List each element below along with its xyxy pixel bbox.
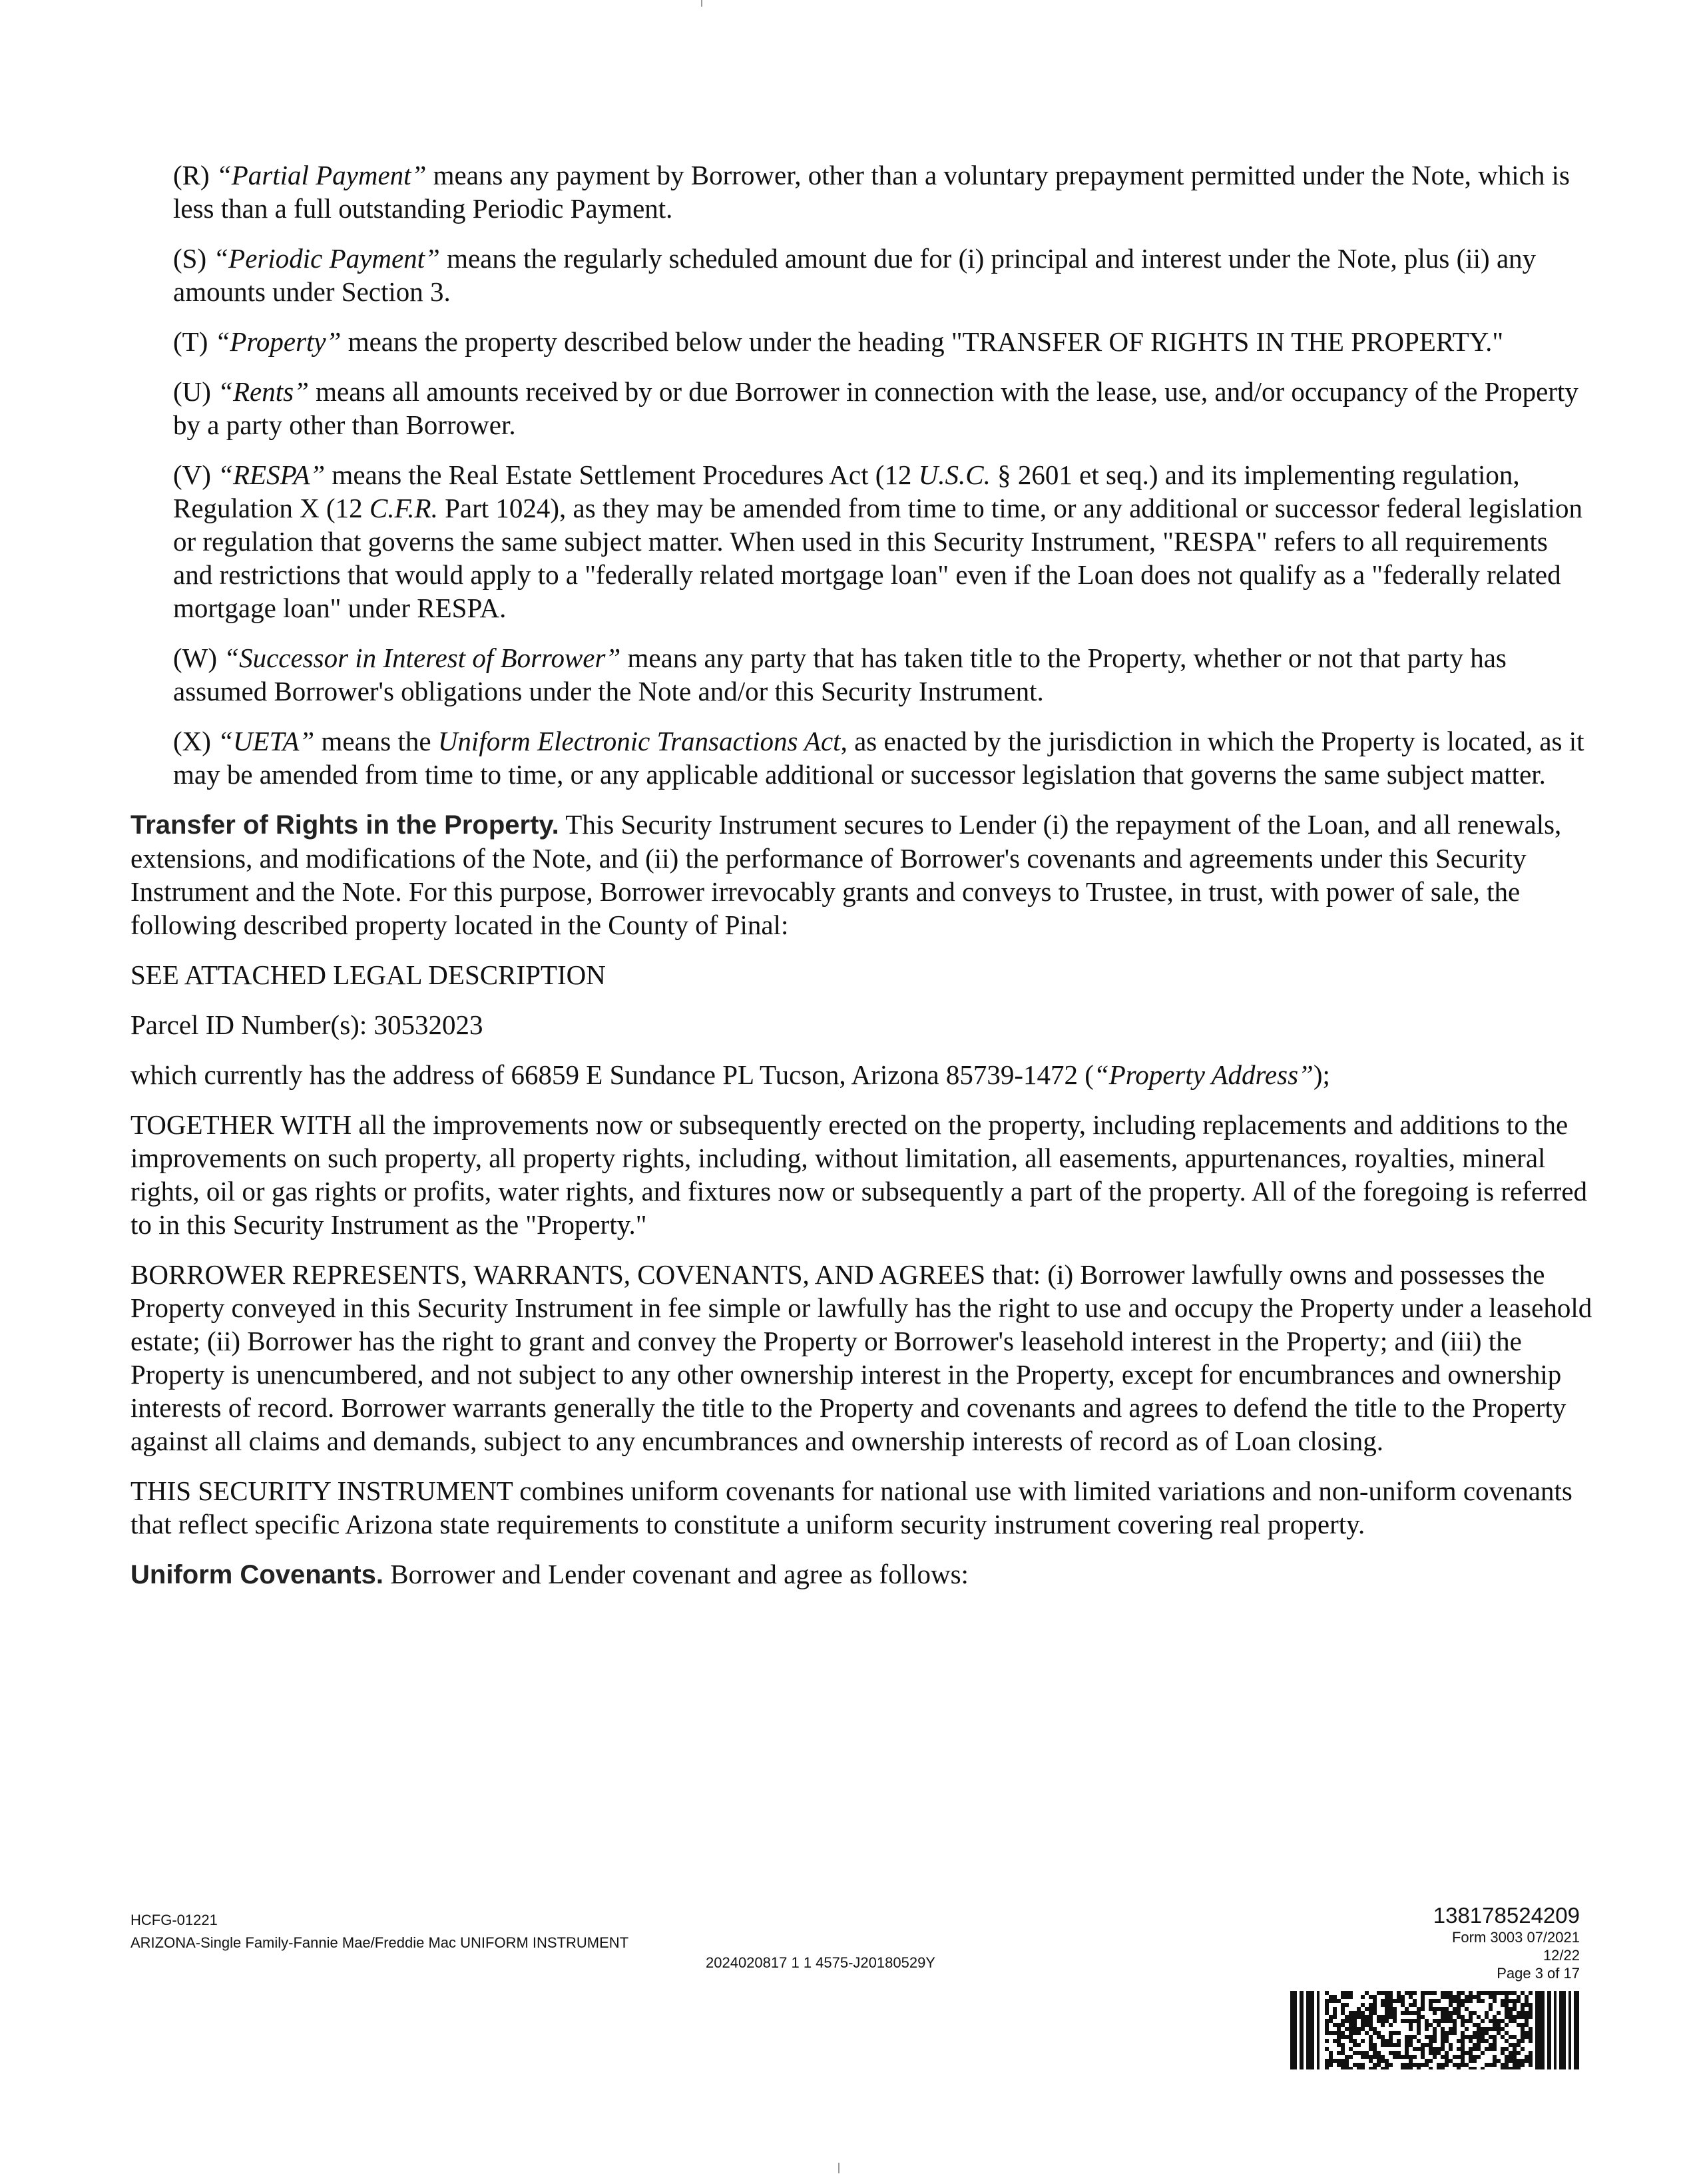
borrower-represents-paragraph: BORROWER REPRESENTS, WARRANTS, COVENANTS, AND AGREES that: (i) Borrower lawfully owns and possesses the Property conveyed in this Security Instrument in fee simple or lawfully has the right to use and occupy the Property under a leasehold estate; (ii) Borrower has the right to grant and convey the Property or Borrower's leasehold interest in the Property; and (iii) the Property is unencumbered, and not subject to any other ownership interest in the Property, except for encumbrances and ownership interests of record. Borrower warrants generally the title to the Property and covenants and agrees to defend the title to the Property against all claims and demands, subject to any encumbrances and ownership interests of record as of Loan closing.: [130, 1259, 1592, 1456]
form-code: HCFG-01221: [130, 1912, 218, 1928]
definition-v: (V) “RESPA” means the Real Estate Settlement Procedures Act (12 U.S.C. § 2601 et seq.) and its implementing regulation, Regulation X (12 C.F.R. Part 1024), as they may be amended from time to time, or any additional or successor federal legislation or regulation that governs the same subject matter. When used in this Security Instrument, "RESPA" refers to all requirements and restrictions that would apply to a "federally related mortgage loan" even if the Loan does not qualify as a "federally related mortgage loan" under RESPA.: [173, 459, 1583, 623]
definition-w: (W) “Successor in Interest of Borrower” means any party that has taken title to the Property, whether or not that party has assumed Borrower's obligations under the Note and/or this Security Instrument.: [173, 643, 1507, 706]
document-id: 2024020817 1 1 4575-J20180529Y: [706, 1954, 935, 1971]
form-number: Form 3003 07/2021: [1451, 1929, 1580, 1946]
uniform-covenants-paragraph: Uniform Covenants. Borrower and Lender covenant and agree as follows:: [130, 1559, 969, 1589]
definition-s: (S) “Periodic Payment” means the regularly scheduled amount due for (i) principal and interest under the Note, plus (ii) any amounts under Section 3.: [173, 243, 1537, 307]
footer-left: [130, 1909, 628, 1954]
top-scan-mark: [701, 0, 702, 7]
page-number: Page 3 of 17: [1497, 1965, 1580, 1982]
loan-number: 138178524209: [1433, 1903, 1580, 1928]
definition-u: (U) “Rents” means all amounts received by or due Borrower in connection with the lease, use, and/or occupancy of the Property by a party other than Borrower.: [173, 376, 1578, 440]
security-instrument-combines-paragraph: THIS SECURITY INSTRUMENT combines uniform covenants for national use with limited variations and non-uniform covenants that reflect specific Arizona state requirements to constitute a uniform security instrument covering real property.: [130, 1476, 1572, 1539]
revision-date: 12/22: [1543, 1947, 1580, 1964]
transfer-of-rights-heading: Transfer of Rights in the Property.: [130, 810, 559, 840]
footer-right: [1114, 1903, 1580, 1982]
legal-description: SEE ATTACHED LEGAL DESCRIPTION: [130, 959, 606, 990]
property-address: which currently has the address of 66859 E Sundance PL Tucson, Arizona 85739-1472 (“Property Address”);: [130, 1059, 1330, 1090]
parcel-id: Parcel ID Number(s): 30532023: [130, 1009, 483, 1040]
form-title: ARIZONA-Single Family-Fannie Mae/Freddie Mac UNIFORM INSTRUMENT: [130, 1934, 629, 1951]
definition-r: (R) “Partial Payment” means any payment by Borrower, other than a voluntary prepayment permitted under the Note, which is less than a full outstanding Periodic Payment.: [173, 160, 1570, 224]
bottom-scan-mark: [838, 2163, 840, 2173]
barcode-icon: [1290, 1991, 1580, 2069]
uniform-covenants-heading: Uniform Covenants.: [130, 1560, 384, 1589]
together-with-paragraph: TOGETHER WITH all the improvements now or subsequently erected on the property, including replacements and additions to the improvements on such property, all property rights, including, without limitation, all easements, appurtenances, royalties, mineral rights, oil or gas rights or profits, water rights, and fixtures now or subsequently a part of the property. All of the foregoing is referred to in this Security Instrument as the "Property.": [130, 1109, 1588, 1240]
definition-t: (T) “Property” means the property described below under the heading "TRANSFER OF RIGHTS IN THE PROPERTY.": [173, 326, 1504, 357]
document-body: [130, 158, 1592, 1608]
definition-x: (X) “UETA” means the Uniform Electronic Transactions Act, as enacted by the jurisdiction in which the Property is located, as it may be amended from time to time, or any applicable additional or successor legislation that governs the same subject matter.: [173, 726, 1584, 790]
transfer-of-rights-paragraph: Transfer of Rights in the Property. This Security Instrument secures to Lender (i) the repayment of the Loan, and all renewals, extensions, and modifications of the Note, and (ii) the performance of Borrower's covenants and agreements under this Security Instrument and the Note. For this purpose, Borrower irrevocably grants and conveys to Trustee, in trust, with power of sale, the following described property located in the County of Pinal:: [130, 809, 1562, 940]
